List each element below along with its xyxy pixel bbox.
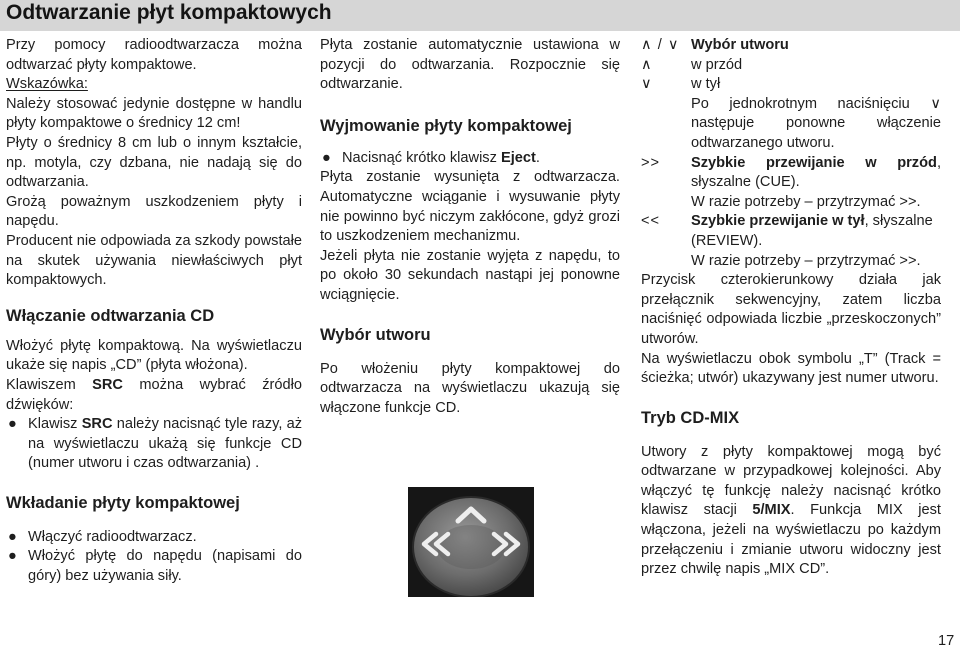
cd-on-text-2b: można wybrać źródło dźwięków: bbox=[6, 376, 302, 413]
display-track-text: Na wyświetlaczu obok symbolu „T” (Track = ścieżka; utwór) ukazywany jest numer utworu. bbox=[641, 350, 941, 387]
insert-bullet-2-text: Włożyć płytę do napędu (napisami do góry) bez używania siły. bbox=[28, 548, 302, 585]
page-title: Odtwarzanie płyt kompaktowych bbox=[6, 1, 332, 24]
cd-mix-a: Utwory z płyty kompaktowej mogą być odtwarzane w przypadkowej kolejności. Aby włączyć tę funkcję należy nacisnąć krótko klawisz stacji bbox=[641, 443, 941, 519]
up-down-symbol: ∧ / ∨ bbox=[641, 37, 680, 53]
back-row bbox=[641, 75, 941, 95]
heading-cd-on: Włączanie odtwarzania CD bbox=[6, 306, 215, 325]
auto-play-text: Płyta zostanie automatycznie ustawiona w pozycji do odtwarzania. Rozpocznie się odtwarzanie. bbox=[320, 37, 620, 93]
down-symbol: ∨ bbox=[641, 76, 653, 93]
rewind-label: Szybkie przewijanie w tył bbox=[691, 213, 865, 230]
press-once-symbol: ∨ bbox=[930, 95, 941, 112]
eject-bullet-a: Nacisnąć krótko klawisz bbox=[342, 149, 501, 166]
note-text-4: Producent nie odpowiada za szkody powstałe na skutek używania niewłaściwych płyt kompaktowych. bbox=[6, 232, 302, 289]
forward-label: w przód bbox=[691, 56, 743, 73]
heading-track-select: Wybór utworu bbox=[320, 325, 431, 344]
eject-text-1: Płyta zostanie wysunięta z odtwarzacza. Automatyczne wciąganie i wysuwanie płyty nie powinno być niczym zakłócone, gdyż grozi to uszkodzeniem mechanizmu. bbox=[320, 169, 620, 245]
rewind-hold: W razie potrzeby – przytrzymać >>. bbox=[691, 252, 921, 269]
note-text-1: Należy stosować jedynie dostępne w handlu płyty kompaktowe o średnicy 12 cm! bbox=[6, 95, 302, 132]
cd-on-text-2 bbox=[6, 376, 302, 415]
eject-text-2: Jeżeli płyta nie zostanie wyjęta z napędu, to po około 30 sekundach nastąpi jej ponowne wciągnięcie. bbox=[320, 247, 620, 303]
bullet-dot: ● bbox=[8, 548, 17, 565]
insert-bullet-1-text: Włączyć radioodtwarzacz. bbox=[28, 528, 197, 545]
eject-bullet bbox=[320, 149, 620, 169]
fast-forward-row bbox=[641, 154, 941, 193]
track-select-text: Po włożeniu płyty kompaktowej do odtwarzacza na wyświetlaczu ukazują się włączone funkcje CD. bbox=[320, 360, 620, 416]
cd-mix-text bbox=[641, 443, 941, 580]
track-select-label: Wybór utworu bbox=[691, 37, 789, 53]
track-select-row bbox=[641, 36, 941, 56]
page-number: 17 bbox=[938, 633, 955, 649]
control-pad-illustration bbox=[408, 487, 534, 597]
rewind-rest: , słyszalne (REVIEW). bbox=[691, 213, 933, 249]
back-label: w tył bbox=[691, 76, 721, 93]
fast-forward-desc bbox=[691, 154, 941, 193]
note-label: Wskazówka: bbox=[6, 76, 88, 93]
fast-forward-hold: W razie potrzeby – przytrzymać >>. bbox=[691, 193, 921, 210]
control-pad-photo bbox=[408, 487, 534, 597]
column-middle bbox=[320, 36, 620, 418]
src-key-label-2: SRC bbox=[81, 416, 113, 433]
fast-forward-rest: , słyszalne (CUE). bbox=[691, 154, 941, 191]
rewind-symbol: << bbox=[641, 213, 661, 230]
cd-on-bullet bbox=[6, 415, 302, 474]
insert-bullet-1 bbox=[6, 528, 302, 548]
insert-bullet-2 bbox=[6, 547, 302, 586]
bullet-dot: ● bbox=[8, 416, 17, 433]
mix-key-label: 5/MIX bbox=[752, 502, 791, 519]
up-symbol: ∧ bbox=[641, 56, 653, 73]
column-left bbox=[6, 36, 302, 587]
eject-bullet-b: . bbox=[535, 149, 540, 166]
forward-row bbox=[641, 56, 941, 76]
bullet-dot: ● bbox=[322, 149, 331, 166]
press-once-a: Po jednokrotnym naciśnięciu bbox=[691, 95, 931, 112]
column-right bbox=[641, 36, 941, 580]
rewind-desc bbox=[691, 212, 941, 251]
rewind-row bbox=[641, 212, 941, 251]
src-key-label: SRC bbox=[92, 376, 123, 393]
switch-text: Przycisk czterokierunkowy działa jak przełącznik sekwencyjny, zatem liczba naciśnięć odpowiada liczbie „przeskoczonych” utworów. bbox=[641, 272, 941, 347]
cd-on-text-1: Włożyć płytę kompaktową. Na wyświetlaczu ukaże się napis „CD” (płyta włożona). bbox=[6, 337, 302, 374]
press-once-text bbox=[641, 95, 941, 154]
cd-on-bullet-a: Klawisz bbox=[28, 416, 82, 433]
heading-eject: Wyjmowanie płyty kompaktowej bbox=[320, 116, 572, 135]
fast-forward-label: Szybkie przewijanie w przód bbox=[691, 154, 937, 171]
press-once-b: następuje ponowne włączenie odtwarzanego utworu. bbox=[691, 115, 941, 151]
intro-text: Przy pomocy radioodtwarzacza można odtwarzać płyty kompaktowe. bbox=[6, 37, 302, 73]
cd-on-text-2a: Klawiszem bbox=[6, 376, 93, 393]
cd-mix-b: . Funkcja MIX jest włączona, jeżeli na wyświetlaczu po każdym przełączeniu i zmianie utworu widoczny jest przez chwilę napis „MIX CD”. bbox=[641, 502, 941, 578]
note-text-2: Płyty o średnicy 8 cm lub o innym kształcie, np. motyla, czy dzbana, nie nadają się do odtwarzania. bbox=[6, 134, 302, 191]
bullet-dot: ● bbox=[8, 528, 17, 545]
fast-forward-symbol: >> bbox=[641, 154, 661, 171]
heading-cd-mix: Tryb CD-MIX bbox=[641, 408, 740, 427]
heading-insert: Wkładanie płyty kompaktowej bbox=[6, 493, 240, 512]
note-text-3: Grożą poważnym uszkodzeniem płyty i napędu. bbox=[6, 193, 302, 230]
eject-key-label: Eject bbox=[500, 149, 536, 166]
cd-on-bullet-b: należy nacisnąć tyle razy, aż na wyświetlaczu ukażą się funkcje CD (numer utworu i czas odtwarzania) . bbox=[28, 416, 302, 472]
